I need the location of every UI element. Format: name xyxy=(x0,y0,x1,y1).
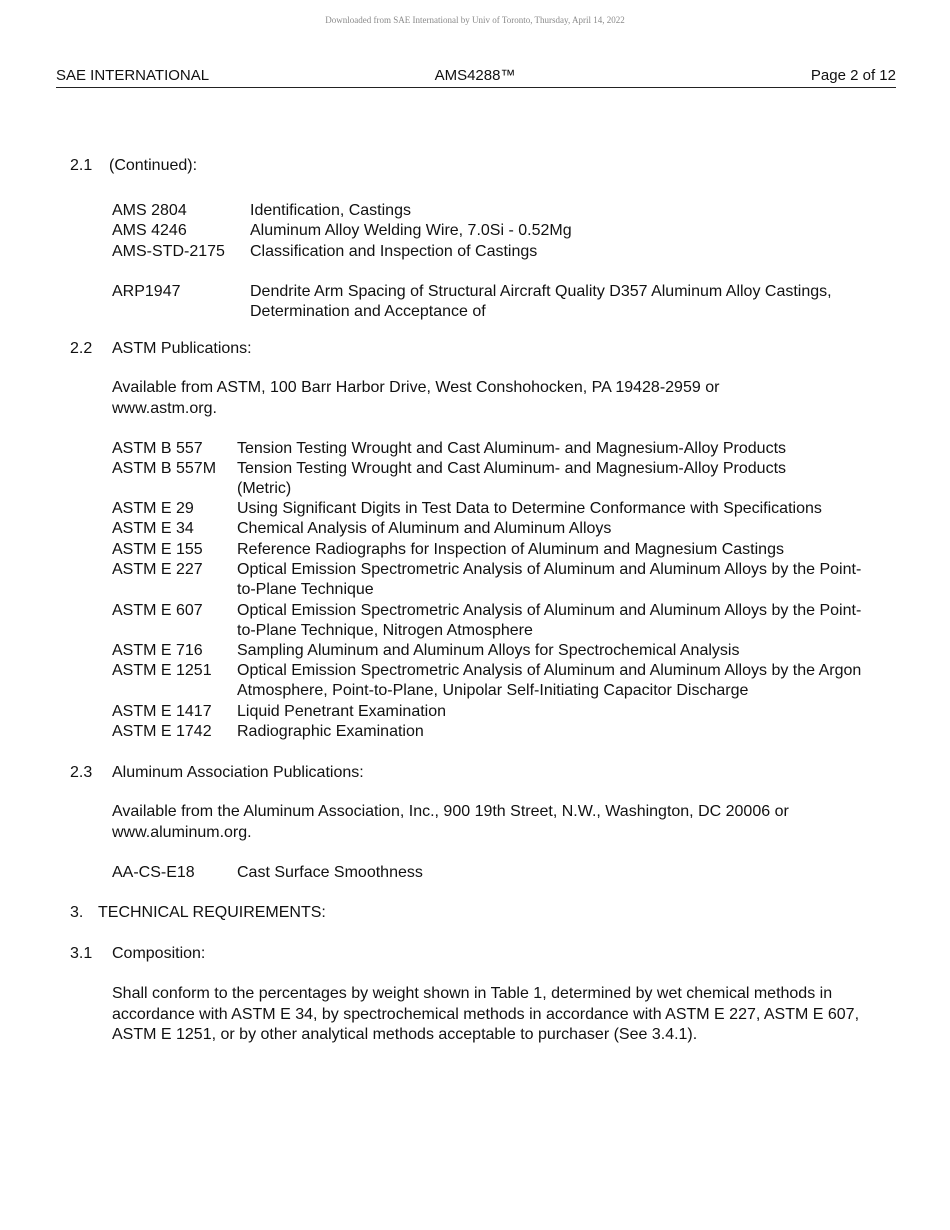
section-3-title: TECHNICAL REQUIREMENTS: xyxy=(98,904,326,921)
ref-title: Cast Surface Smoothness xyxy=(237,864,423,881)
section-2-3-title: Aluminum Association Publications: xyxy=(112,764,364,781)
ref-title: Sampling Aluminum and Aluminum Alloys for Spectrochemical Analysis xyxy=(237,642,740,659)
section-2-3-number: 2.3 xyxy=(70,764,93,781)
ref-title: Chemical Analysis of Aluminum and Aluminum Alloys xyxy=(237,520,612,537)
ref-code: ASTM E 1742 xyxy=(112,723,212,740)
section-2-2-number: 2.2 xyxy=(70,340,93,357)
ref-title: Identification, Castings xyxy=(250,202,411,219)
ref-title: Classification and Inspection of Castings xyxy=(250,243,538,260)
ref-code: ARP1947 xyxy=(112,283,181,300)
ref-code: AMS 2804 xyxy=(112,202,187,219)
ref-title: Liquid Penetrant Examination xyxy=(237,703,447,720)
page-header xyxy=(56,67,896,88)
ref-code: ASTM E 34 xyxy=(112,520,194,537)
ref-code: ASTM E 716 xyxy=(112,642,203,659)
composition-text: Shall conform to the percentages by weight shown in Table 1, determined by wet chemical methods in accordance with ASTM E 34, by spectrochemical methods in accordance with ASTM E 227, ASTM E 607, ASTM E 1251, or by other analytical methods acceptable to purchaser (See 3.4.1). xyxy=(112,985,860,1043)
ref-code: ASTM E 1251 xyxy=(112,662,212,679)
ref-title: Optical Emission Spectrometric Analysis of Aluminum and Aluminum Alloys by the Argon Atmosphere, Point-to-Plane, Unipolar Self-Initiating Capacitor Discharge xyxy=(237,662,862,700)
ref-code: AMS-STD-2175 xyxy=(112,243,225,260)
ref-code: ASTM E 607 xyxy=(112,602,203,619)
ref-title: Using Significant Digits in Test Data to Determine Conformance with Specifications xyxy=(237,500,822,517)
ref-title: Optical Emission Spectrometric Analysis of Aluminum and Aluminum Alloys by the Point-to-Plane Technique xyxy=(237,561,862,599)
download-watermark: Downloaded from SAE International by Univ of Toronto, Thursday, April 14, 2022 xyxy=(325,15,625,25)
ref-code: ASTM B 557 xyxy=(112,440,203,457)
ref-code: ASTM E 227 xyxy=(112,561,203,578)
section-3-1-number: 3.1 xyxy=(70,945,93,962)
ref-code: ASTM E 155 xyxy=(112,541,203,558)
section-3-number: 3. xyxy=(70,904,84,921)
ref-title: Dendrite Arm Spacing of Structural Aircraft Quality D357 Aluminum Alloy Castings, Determination and Acceptance of xyxy=(250,283,832,321)
ref-code: ASTM E 29 xyxy=(112,500,194,517)
ref-title: Radiographic Examination xyxy=(237,723,424,740)
ref-code: ASTM B 557M xyxy=(112,460,217,477)
section-2-2-title: ASTM Publications: xyxy=(112,340,252,357)
header-org: SAE INTERNATIONAL xyxy=(56,67,210,84)
ref-title: Tension Testing Wrought and Cast Aluminum- and Magnesium-Alloy Products xyxy=(237,440,787,457)
ref-title: Aluminum Alloy Welding Wire, 7.0Si - 0.52Mg xyxy=(250,222,572,239)
header-doc-id: AMS4288™ xyxy=(434,67,516,84)
ref-title: Reference Radiographs for Inspection of Aluminum and Magnesium Castings xyxy=(237,541,784,558)
aa-availability: Available from the Aluminum Association, Inc., 900 19th Street, N.W., Washington, DC 20006 or www.aluminum.org. xyxy=(112,803,789,841)
ref-code: AMS 4246 xyxy=(112,222,187,239)
ref-title: Tension Testing Wrought and Cast Aluminum- and Magnesium-Alloy Products (Metric) xyxy=(237,460,787,498)
section-3-1-title: Composition: xyxy=(112,945,206,962)
ref-title: Optical Emission Spectrometric Analysis of Aluminum and Aluminum Alloys by the Point-to-Plane Technique, Nitrogen Atmosphere xyxy=(237,602,862,640)
astm-availability: Available from ASTM, 100 Barr Harbor Drive, West Conshohocken, PA 19428-2959 or www.astm.org. xyxy=(112,379,720,417)
section-2-1-number: 2.1 xyxy=(70,157,93,174)
ref-code: ASTM E 1417 xyxy=(112,703,212,720)
section-2-1-title: (Continued): xyxy=(109,157,198,174)
header-page-number: Page 2 of 12 xyxy=(810,67,896,84)
ref-code: AA-CS-E18 xyxy=(112,864,195,881)
